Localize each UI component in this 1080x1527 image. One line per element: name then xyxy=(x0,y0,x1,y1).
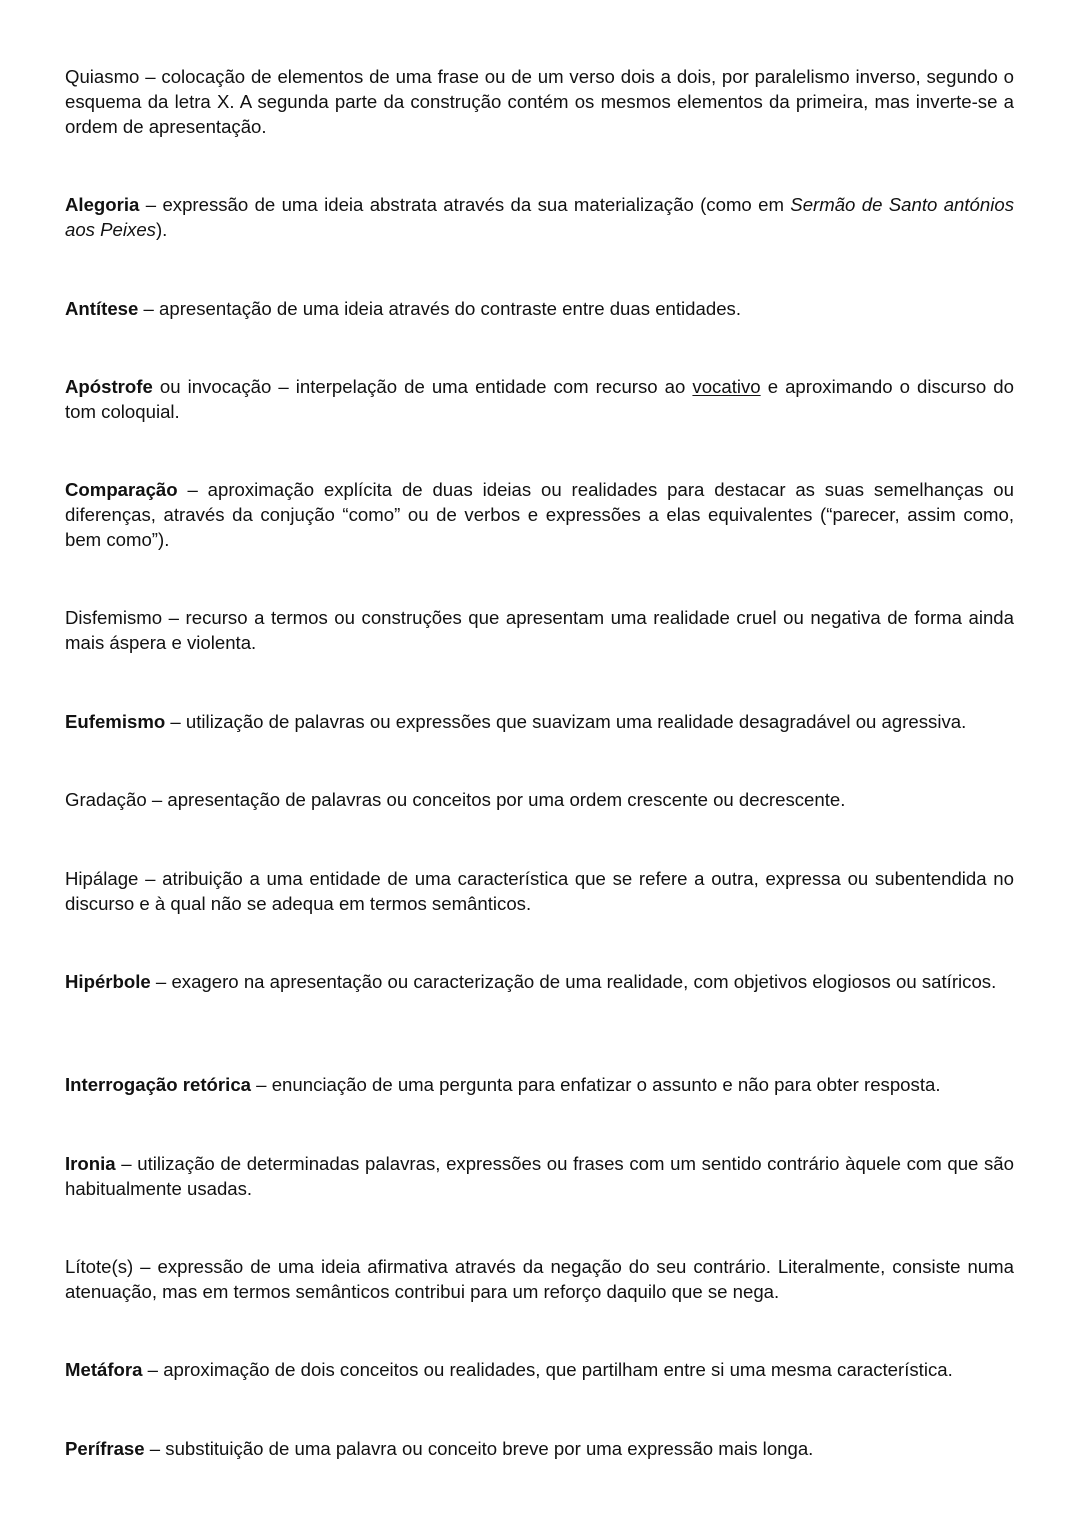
term: Hipérbole xyxy=(65,971,151,992)
definition: aproximação de dois conceitos ou realidades, que partilham entre si uma mesma característica. xyxy=(163,1359,953,1380)
work-title: Sermão de Santo antónios aos Peixes xyxy=(65,194,1014,240)
underlined-word: vocativo xyxy=(692,376,761,397)
term: Comparação xyxy=(65,479,178,500)
entry-disfemismo xyxy=(65,605,1014,655)
term: Disfemismo xyxy=(65,607,163,628)
term: Apóstrofe xyxy=(65,376,153,397)
entry-hipalage xyxy=(65,866,1014,916)
separator: – xyxy=(162,607,186,628)
entry-quiasmo xyxy=(65,64,1014,139)
separator: – xyxy=(139,66,162,87)
entry-comparacao xyxy=(65,477,1014,552)
definition: interpelação de uma entidade com recurso ao xyxy=(295,376,693,397)
term: Interrogação retórica xyxy=(65,1074,252,1095)
separator: – xyxy=(150,971,172,992)
entry-antitese xyxy=(65,296,1014,321)
separator: – xyxy=(138,868,163,889)
entry-apostrofe xyxy=(65,374,1014,424)
separator: – xyxy=(177,479,208,500)
term: Perífrase xyxy=(65,1438,145,1459)
entry-litotes xyxy=(65,1254,1014,1304)
definition: recurso a termos ou construções que apresentam uma realidade cruel ou negativa de forma ainda mais áspera e violenta. xyxy=(65,607,1014,653)
definition: expressão de uma ideia abstrata através da sua materialização (como em xyxy=(162,194,791,215)
definition: utilização de determinadas palavras, expressões ou frases com um sentido contrário àquele com que são habitualmente usadas. xyxy=(65,1153,1014,1199)
separator: – xyxy=(115,1153,138,1174)
definition-end: e aproximando o discurso do tom coloquial. xyxy=(65,376,1014,422)
separator: – xyxy=(271,376,296,397)
entry-perifrase xyxy=(65,1436,1014,1461)
separator: – xyxy=(133,1256,158,1277)
definition: expressão de uma ideia afirmativa através da negação do seu contrário. Literalmente, consiste numa atenuação, mas em termos semânticos contribui para um reforço daquilo que se nega. xyxy=(65,1256,1014,1302)
term: Antítese xyxy=(65,298,139,319)
definition: exagero na apresentação ou caracterização de uma realidade, com objetivos elogiosos ou satíricos. xyxy=(171,971,997,992)
entry-metafora xyxy=(65,1357,1014,1382)
entry-eufemismo xyxy=(65,709,1014,734)
definition: apresentação de palavras ou conceitos por uma ordem crescente ou decrescente. xyxy=(167,789,846,810)
definition: utilização de palavras ou expressões que suavizam uma realidade desagradável ou agressiva. xyxy=(185,711,967,732)
term: Ironia xyxy=(65,1153,116,1174)
term: Alegoria xyxy=(65,194,140,215)
term-suffix: ou invocação xyxy=(152,376,272,397)
term: Eufemismo xyxy=(65,711,166,732)
separator: – xyxy=(142,1359,164,1380)
term: Lítote(s) xyxy=(65,1256,134,1277)
term: Hipálage xyxy=(65,868,139,889)
separator: – xyxy=(144,1438,166,1459)
separator: – xyxy=(251,1074,272,1095)
separator: – xyxy=(138,298,160,319)
term: Quiasmo xyxy=(65,66,140,87)
entry-gradacao xyxy=(65,787,1014,812)
definition: apresentação de uma ideia através do contraste entre duas entidades. xyxy=(159,298,742,319)
definition: substituição de uma palavra ou conceito breve por uma expressão mais longa. xyxy=(165,1438,814,1459)
entry-ironia xyxy=(65,1151,1014,1201)
separator: – xyxy=(139,194,163,215)
definition-end: ). xyxy=(155,219,168,240)
definition: enunciação de uma pergunta para enfatizar o assunto e não para obter resposta. xyxy=(271,1074,941,1095)
term: Metáfora xyxy=(65,1359,143,1380)
entry-alegoria xyxy=(65,192,1014,242)
separator: – xyxy=(165,711,186,732)
term: Gradação xyxy=(65,789,147,810)
definition: atribuição a uma entidade de uma característica que se refere a outra, expressa ou subentendida no discurso e à qual não se adequa em termos semânticos. xyxy=(65,868,1014,914)
entry-hiperbole xyxy=(65,969,1014,994)
definition: aproximação explícita de duas ideias ou realidades para destacar as suas semelhanças ou diferenças, através da conjução “como” ou de verbos e expressões a elas equivalentes (“parecer, assim como, bem como”). xyxy=(65,479,1014,550)
entry-interrogacao-retorica xyxy=(65,1072,1014,1097)
definition: colocação de elementos de uma frase ou de um verso dois a dois, por paralelismo inverso, segundo o esquema da letra X. A segunda parte da construção contém os mesmos elementos da primeira, mas inverte-se a ordem de apresentação. xyxy=(65,66,1014,137)
separator: – xyxy=(146,789,168,810)
